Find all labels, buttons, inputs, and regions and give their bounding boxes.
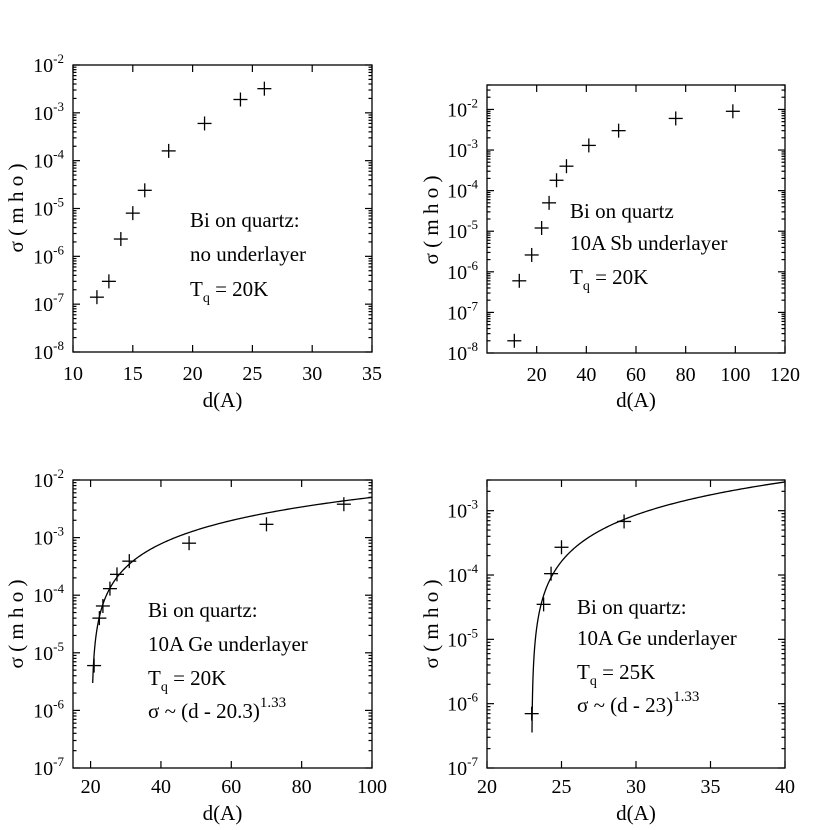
x-tick-label: 40 [576,364,597,386]
tq-subscript: q [202,291,210,306]
tick-exponent: -4 [53,146,64,162]
tq-value: = 20K [209,277,269,301]
y-tick-label [447,298,478,324]
x-tick-label: 25 [242,363,263,385]
annotation-tq [577,660,655,689]
data-point [555,540,569,554]
data-point [337,497,351,511]
panel-2 [419,85,800,412]
y-tick-label [33,696,64,722]
tick-exponent: -2 [53,466,64,481]
x-tick-label: 30 [626,776,646,798]
tq-value: = 20K [589,265,649,289]
annotation-tq [190,277,268,306]
data-point [96,599,110,613]
data-point [90,290,104,304]
panel-1 [4,51,382,412]
tick-exponent: -4 [53,581,64,597]
x-tick-label: 20 [526,364,547,386]
data-point [103,582,117,596]
y-tick-label [33,147,64,173]
data-point [114,232,128,246]
tick-exponent: -6 [467,257,478,273]
data-point [102,274,116,288]
tick-base: 10 [447,565,468,588]
data-point [110,567,124,581]
tq-value: = 25K [596,660,656,684]
data-point [525,248,539,262]
tick-base: 10 [33,642,54,665]
data-point [612,124,626,138]
y-axis-title: σ ( m h o ) [4,163,28,253]
y-tick-label [447,690,478,716]
data-point [525,707,539,721]
tick-exponent: -6 [53,696,64,712]
annotation-line-1: Bi on quartz: [148,598,258,622]
tick-exponent: -8 [53,338,64,353]
fit-law-base: σ ~ (d - 23) [577,693,674,717]
data-point [233,92,247,106]
data-point [138,183,152,197]
tick-exponent: -3 [467,136,478,152]
tq-subscript: q [160,680,168,695]
tick-base: 10 [33,294,54,317]
tick-exponent: -3 [467,496,478,512]
x-tick-label: 20 [477,776,497,798]
x-tick-label: 100 [357,776,387,798]
tick-base: 10 [33,55,54,77]
y-tick-label [33,195,64,221]
x-tick-label: 30 [302,363,323,385]
tick-base: 10 [33,527,54,550]
tick-base: 10 [447,180,468,203]
data-point [669,111,683,125]
data-point [582,138,596,152]
y-axis-title: σ ( m h o ) [419,579,443,669]
tick-exponent: -5 [467,625,478,641]
x-tick-label: 100 [720,364,751,386]
y-tick-label [33,242,64,268]
data-point [537,597,551,611]
data-point [542,196,556,210]
x-tick-label: 40 [150,776,171,798]
tick-base: 10 [447,693,468,716]
y-tick-label [33,99,64,125]
x-tick-label: 20 [182,363,203,385]
y-tick-label [447,339,478,365]
data-point [182,536,196,550]
y-tick-label [33,639,64,665]
data-point [559,159,573,173]
y-tick-label [33,51,64,77]
tq-symbol: T [190,277,203,301]
data-point [507,334,521,348]
tq-symbol: T [148,666,161,690]
tick-exponent: -3 [53,523,64,539]
data-point [726,104,740,118]
x-axis-title: d(A) [616,388,656,412]
tick-exponent: -4 [467,561,478,577]
tick-exponent: -2 [53,51,64,66]
y-tick-label [33,466,64,492]
annotation-fit-law [148,695,286,723]
x-axis-title: d(A) [616,801,656,825]
y-tick-label [33,581,64,607]
annotation-line-2: no underlayer [190,242,307,266]
annotation-line-1: Bi on quartz [570,199,674,223]
fit-law-base: σ ~ (d - 20.3) [148,699,260,723]
tick-base: 10 [33,700,54,723]
tq-value: = 20K [167,666,227,690]
x-tick-label: 80 [291,776,312,798]
y-tick-label [33,290,64,316]
data-point [87,659,101,673]
x-axis-title: d(A) [202,388,243,412]
tick-exponent: -5 [467,217,478,233]
x-tick-label: 10 [63,363,83,385]
x-tick-label: 120 [770,364,800,386]
tick-base: 10 [447,302,468,325]
tick-exponent: -5 [53,194,64,210]
y-tick-label [33,338,64,364]
tick-base: 10 [447,500,468,523]
y-axis-title: σ ( m h o ) [4,579,28,669]
data-point [535,221,549,235]
tick-base: 10 [447,221,468,244]
tick-base: 10 [33,150,54,173]
data-point [126,206,140,220]
x-axis-title: d(A) [202,801,243,825]
tick-base: 10 [447,99,468,122]
fit-law-exponent: 1.33 [673,689,700,705]
data-point [617,514,631,528]
y-axis-title: σ ( m h o ) [419,175,443,265]
annotation-tq [148,666,226,695]
tick-exponent: -4 [467,176,478,192]
x-tick-label: 25 [551,776,572,798]
y-tick-label [447,258,478,284]
data-point [550,173,564,187]
tq-symbol: T [577,660,590,684]
tick-exponent: -2 [467,95,478,111]
x-tick-label: 60 [221,776,242,798]
tick-exponent: -7 [53,754,64,769]
panel-4 [419,480,795,825]
tick-exponent: -7 [467,298,478,314]
tick-exponent: -3 [53,98,64,114]
y-tick-label [447,561,478,587]
x-tick-label: 15 [122,363,143,385]
y-tick-label [447,136,478,162]
tick-base: 10 [447,261,468,284]
tick-base: 10 [33,470,54,492]
x-tick-label: 35 [362,363,382,385]
tick-exponent: -8 [467,339,478,354]
data-point [162,144,176,158]
y-tick-label [33,524,64,550]
tick-base: 10 [447,140,468,163]
tick-exponent: -5 [53,638,64,654]
y-tick-label [447,177,478,203]
tq-subscript: q [582,279,590,294]
x-tick-label: 60 [626,364,646,386]
y-tick-label [447,625,478,651]
tick-base: 10 [447,629,468,652]
x-tick-label: 20 [80,776,101,798]
annotation-tq [570,265,648,294]
data-point [122,554,136,568]
tick-base: 10 [33,585,54,608]
y-tick-label [447,754,478,780]
tick-exponent: -6 [53,242,64,258]
data-point [92,611,106,625]
annotation-line-2: 10A Sb underlayer [570,231,728,255]
y-tick-label [447,497,478,523]
annotation-line-2: 10A Ge underlayer [577,626,737,650]
tick-base: 10 [33,102,54,125]
tick-base: 10 [33,246,54,269]
tick-exponent: -7 [53,290,64,306]
annotation-line-1: Bi on quartz: [577,595,687,619]
tick-base: 10 [33,342,54,364]
tick-base: 10 [447,343,468,365]
tick-exponent: -7 [467,754,478,769]
x-tick-label: 80 [675,364,696,386]
annotation-line-1: Bi on quartz: [190,208,300,232]
data-point [257,82,271,96]
annotation-line-2: 10A Ge underlayer [148,632,308,656]
annotation-fit-law [577,689,699,717]
data-point [512,274,526,288]
y-tick-label [33,754,64,780]
data-point [259,517,273,531]
tick-exponent: -6 [467,689,478,705]
y-tick-label [447,95,478,121]
panel-3 [4,466,387,825]
tick-base: 10 [33,758,54,780]
data-point [198,116,212,130]
tq-subscript: q [589,674,597,689]
x-tick-label: 35 [700,776,721,798]
fit-law-exponent: 1.33 [259,695,287,711]
x-tick-label: 40 [775,776,795,798]
tq-symbol: T [570,265,583,289]
y-tick-label [447,217,478,243]
tick-base: 10 [447,758,468,780]
tick-base: 10 [33,198,54,221]
